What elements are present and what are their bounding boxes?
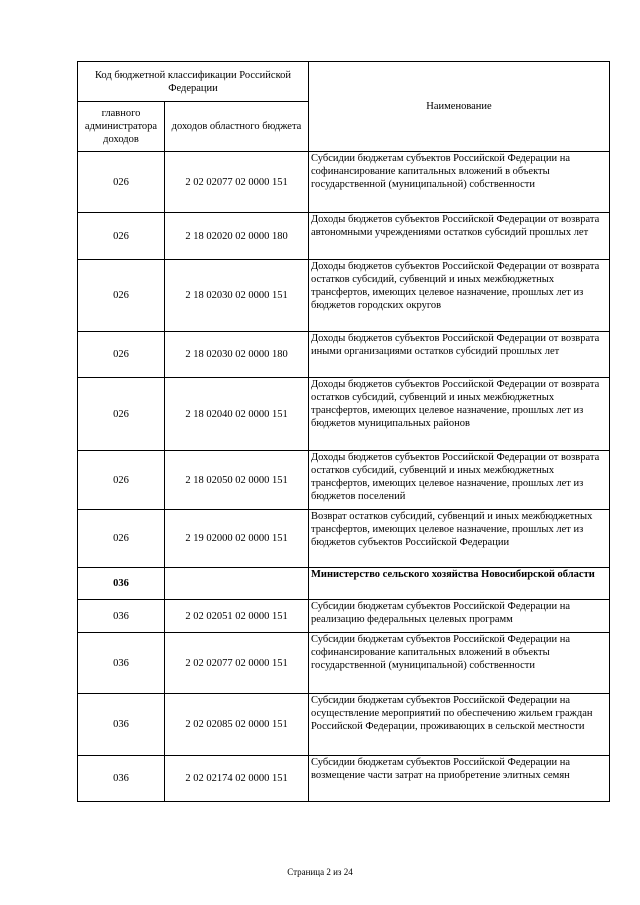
admin-code-cell: 036	[78, 600, 165, 633]
name-cell: Доходы бюджетов субъектов Российской Федерации от возврата остатков субсидий, субвенций и иных межбюджетных трансфертов, имеющих целевое назначение, прошлых лет из бюджетов муниципальных районов	[309, 378, 610, 451]
table-row	[78, 756, 610, 802]
income-code-cell: 2 18 02030 02 0000 180	[165, 332, 309, 378]
income-code-cell: 2 18 02020 02 0000 180	[165, 213, 309, 260]
table-row	[78, 633, 610, 694]
admin-code-cell: 026	[78, 260, 165, 332]
name-cell: Субсидии бюджетам субъектов Российской Федерации на реализацию федеральных целевых программ	[309, 600, 610, 633]
admin-code-cell: 036	[78, 633, 165, 694]
income-code-cell: 2 02 02077 02 0000 151	[165, 152, 309, 213]
name-cell: Субсидии бюджетам субъектов Российской Федерации на осуществление мероприятий по обеспечению жильем граждан Российской Федерации, проживающих в сельской местности	[309, 694, 610, 756]
name-cell: Субсидии бюджетам субъектов Российской Федерации на софинансирование капитальных вложений в объекты государственной (муниципальной) собственности	[309, 633, 610, 694]
income-code-cell: 2 18 02050 02 0000 151	[165, 451, 309, 510]
header-classification-code: Код бюджетной классификации Российской Федерации	[78, 62, 309, 102]
header-name: Наименование	[309, 62, 610, 152]
table-row	[78, 600, 610, 633]
admin-code-cell: 026	[78, 451, 165, 510]
admin-code-cell: 026	[78, 378, 165, 451]
table-row-section	[78, 568, 610, 600]
table-row	[78, 451, 610, 510]
table-row	[78, 152, 610, 213]
income-code-cell: 2 18 02040 02 0000 151	[165, 378, 309, 451]
name-cell: Возврат остатков субсидий, субвенций и иных межбюджетных трансфертов, имеющих целевое назначение, прошлых лет из бюджетов субъектов Российской Федерации	[309, 510, 610, 568]
admin-code-cell: 026	[78, 152, 165, 213]
income-code-cell: 2 02 02174 02 0000 151	[165, 756, 309, 802]
admin-code-cell: 036	[78, 568, 165, 600]
table-row	[78, 694, 610, 756]
admin-code-cell: 026	[78, 213, 165, 260]
page-number: Страница 2 из 24	[287, 867, 353, 877]
income-code-cell: 2 02 02077 02 0000 151	[165, 633, 309, 694]
income-code-cell: 2 02 02085 02 0000 151	[165, 694, 309, 756]
name-cell: Доходы бюджетов субъектов Российской Федерации от возврата иными организациями остатков субсидий прошлых лет	[309, 332, 610, 378]
table-row	[78, 510, 610, 568]
income-code-cell: 2 02 02051 02 0000 151	[165, 600, 309, 633]
income-code-cell: 2 19 02000 02 0000 151	[165, 510, 309, 568]
table-row	[78, 332, 610, 378]
income-code-cell: 2 18 02030 02 0000 151	[165, 260, 309, 332]
admin-code-cell: 036	[78, 694, 165, 756]
name-cell: Доходы бюджетов субъектов Российской Федерации от возврата автономными учреждениями остатков субсидий прошлых лет	[309, 213, 610, 260]
header-main-administrator: главного администратора доходов	[78, 102, 165, 152]
budget-classification-table	[77, 61, 610, 802]
name-cell: Министерство сельского хозяйства Новосибирской области	[309, 568, 610, 600]
name-cell: Доходы бюджетов субъектов Российской Федерации от возврата остатков субсидий, субвенций и иных межбюджетных трансфертов, имеющих целевое назначение, прошлых лет из бюджетов поселений	[309, 451, 610, 510]
admin-code-cell: 026	[78, 332, 165, 378]
name-cell: Субсидии бюджетам субъектов Российской Федерации на софинансирование капитальных вложений в объекты государственной (муниципальной) собственности	[309, 152, 610, 213]
name-cell: Доходы бюджетов субъектов Российской Федерации от возврата остатков субсидий, субвенций и иных межбюджетных трансфертов, имеющих целевое назначение, прошлых лет из бюджетов городских округов	[309, 260, 610, 332]
name-cell: Субсидии бюджетам субъектов Российской Федерации на возмещение части затрат на приобретение элитных семян	[309, 756, 610, 802]
admin-code-cell: 036	[78, 756, 165, 802]
income-code-cell	[165, 568, 309, 600]
table-row	[78, 260, 610, 332]
header-regional-income: доходов областного бюджета	[165, 102, 309, 152]
table-row	[78, 213, 610, 260]
admin-code-cell: 026	[78, 510, 165, 568]
table-row	[78, 378, 610, 451]
